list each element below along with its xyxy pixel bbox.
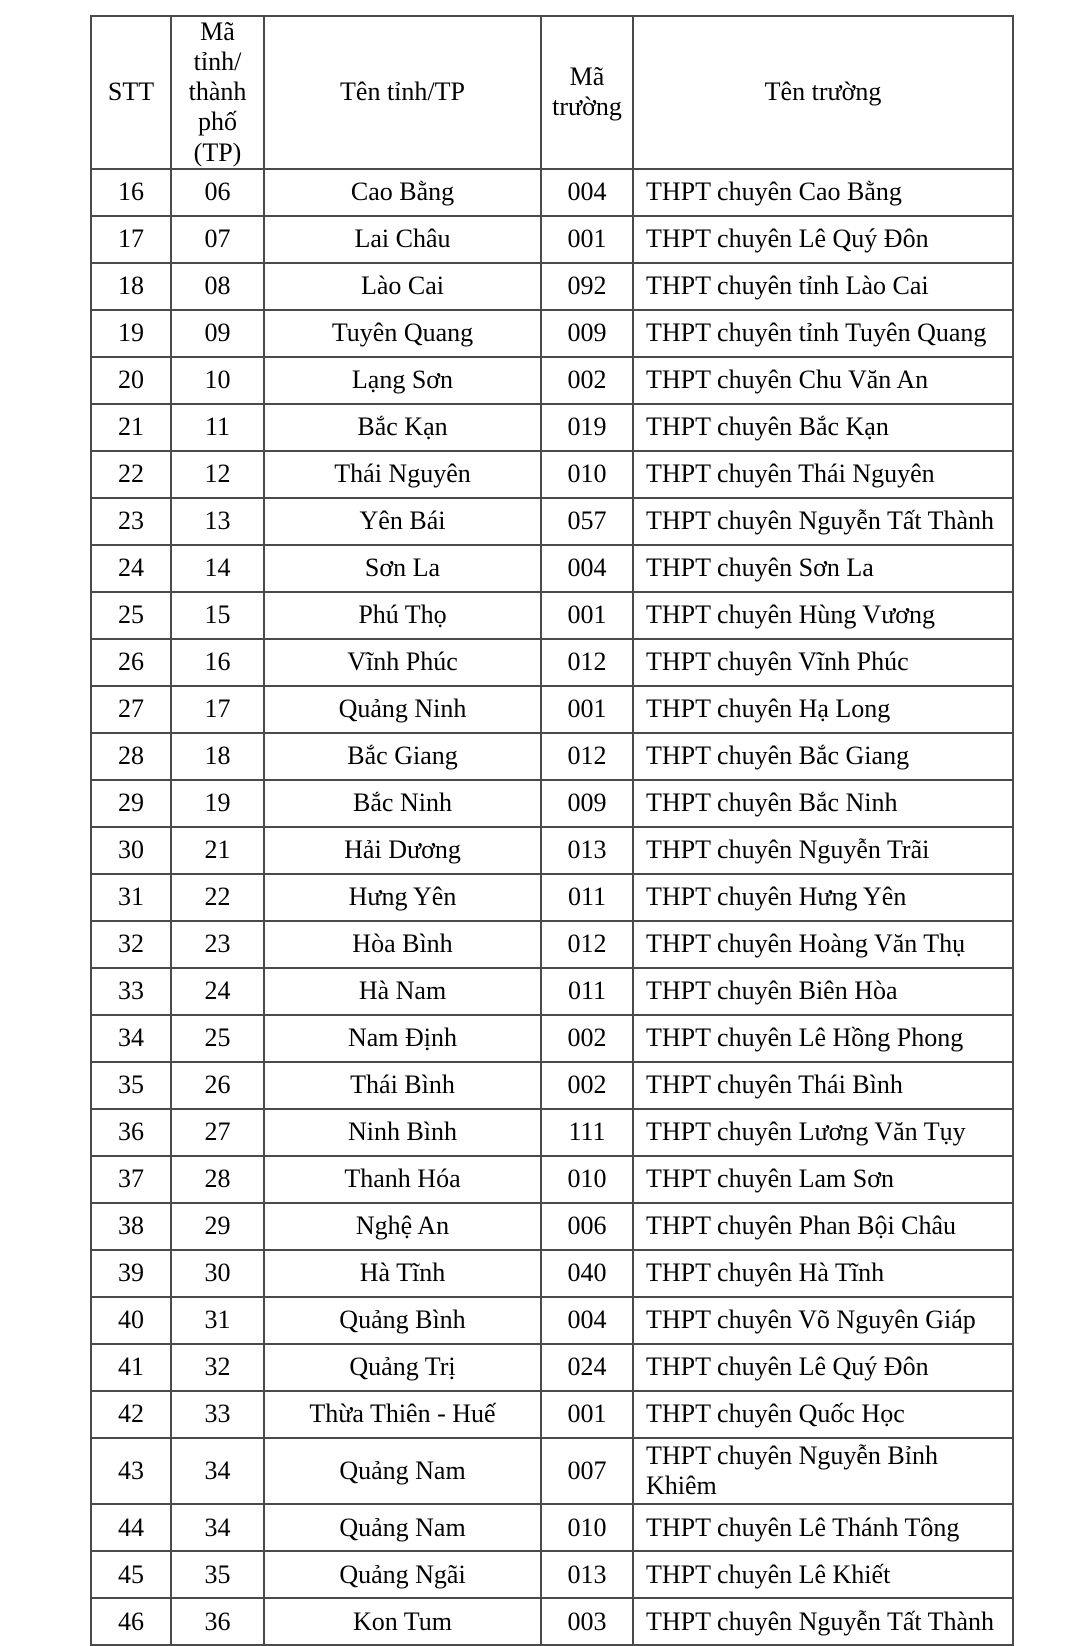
cell-province-name: Tuyên Quang	[264, 310, 541, 357]
cell-province-code: 12	[171, 451, 264, 498]
cell-school-name: THPT chuyên Quốc Học	[633, 1391, 1013, 1438]
cell-school-code: 002	[541, 1015, 633, 1062]
cell-stt: 46	[91, 1598, 171, 1645]
cell-province-code: 30	[171, 1250, 264, 1297]
table-row	[91, 1203, 1013, 1250]
cell-province-name: Sơn La	[264, 545, 541, 592]
cell-province-name: Hòa Bình	[264, 921, 541, 968]
table-row	[91, 827, 1013, 874]
table-row	[91, 1598, 1013, 1645]
cell-stt: 21	[91, 404, 171, 451]
cell-school-code: 012	[541, 733, 633, 780]
table-row	[91, 592, 1013, 639]
cell-school-code: 010	[541, 1504, 633, 1551]
table-row	[91, 169, 1013, 216]
cell-province-code: 09	[171, 310, 264, 357]
table-row	[91, 1551, 1013, 1598]
cell-province-code: 18	[171, 733, 264, 780]
table-row	[91, 1015, 1013, 1062]
cell-school-name: THPT chuyên Nguyễn Tất Thành	[633, 498, 1013, 545]
cell-province-code: 26	[171, 1062, 264, 1109]
cell-province-name: Hà Nam	[264, 968, 541, 1015]
cell-province-name: Thừa Thiên - Huế	[264, 1391, 541, 1438]
table-row	[91, 451, 1013, 498]
cell-school-code: 092	[541, 263, 633, 310]
cell-province-code: 31	[171, 1297, 264, 1344]
cell-stt: 28	[91, 733, 171, 780]
table-row	[91, 263, 1013, 310]
cell-school-name: THPT chuyên Lam Sơn	[633, 1156, 1013, 1203]
cell-province-code: 25	[171, 1015, 264, 1062]
table-row	[91, 357, 1013, 404]
cell-province-name: Nam Định	[264, 1015, 541, 1062]
cell-school-name: THPT chuyên Thái Nguyên	[633, 451, 1013, 498]
cell-school-code: 004	[541, 169, 633, 216]
cell-school-name: THPT chuyên Nguyễn Trãi	[633, 827, 1013, 874]
cell-province-code: 22	[171, 874, 264, 921]
cell-school-name: THPT chuyên Chu Văn An	[633, 357, 1013, 404]
cell-province-code: 28	[171, 1156, 264, 1203]
cell-stt: 40	[91, 1297, 171, 1344]
cell-province-name: Hà Tĩnh	[264, 1250, 541, 1297]
cell-province-code: 27	[171, 1109, 264, 1156]
cell-province-name: Hưng Yên	[264, 874, 541, 921]
cell-stt: 31	[91, 874, 171, 921]
cell-school-code: 011	[541, 968, 633, 1015]
cell-school-code: 012	[541, 921, 633, 968]
cell-stt: 29	[91, 780, 171, 827]
table-row	[91, 1438, 1013, 1504]
cell-school-name: THPT chuyên Bắc Ninh	[633, 780, 1013, 827]
cell-school-name: THPT chuyên tỉnh Lào Cai	[633, 263, 1013, 310]
cell-stt: 18	[91, 263, 171, 310]
cell-school-name: THPT chuyên Lương Văn Tụy	[633, 1109, 1013, 1156]
cell-province-code: 29	[171, 1203, 264, 1250]
cell-province-name: Yên Bái	[264, 498, 541, 545]
cell-province-code: 21	[171, 827, 264, 874]
header-province-code: Mã tỉnh/ thành phố (TP)	[171, 16, 264, 169]
header-school-code: Mã trường	[541, 16, 633, 169]
cell-province-name: Lạng Sơn	[264, 357, 541, 404]
table-row	[91, 1250, 1013, 1297]
cell-province-code: 10	[171, 357, 264, 404]
cell-school-code: 007	[541, 1438, 633, 1504]
cell-school-code: 010	[541, 451, 633, 498]
cell-school-code: 009	[541, 310, 633, 357]
table-row	[91, 1504, 1013, 1551]
table-row	[91, 874, 1013, 921]
cell-province-name: Vĩnh Phúc	[264, 639, 541, 686]
cell-province-name: Kon Tum	[264, 1598, 541, 1645]
cell-school-name: THPT chuyên Võ Nguyên Giáp	[633, 1297, 1013, 1344]
cell-school-code: 019	[541, 404, 633, 451]
cell-school-name: THPT chuyên Nguyễn Bỉnh Khiêm	[633, 1438, 1013, 1504]
table-row	[91, 545, 1013, 592]
cell-school-code: 040	[541, 1250, 633, 1297]
table-row	[91, 1156, 1013, 1203]
table-row	[91, 639, 1013, 686]
cell-stt: 36	[91, 1109, 171, 1156]
table-row	[91, 921, 1013, 968]
cell-school-name: THPT chuyên tỉnh Tuyên Quang	[633, 310, 1013, 357]
cell-school-code: 013	[541, 1551, 633, 1598]
cell-province-name: Lào Cai	[264, 263, 541, 310]
cell-school-code: 001	[541, 592, 633, 639]
cell-school-code: 002	[541, 357, 633, 404]
table-row	[91, 733, 1013, 780]
cell-province-name: Thanh Hóa	[264, 1156, 541, 1203]
table-row	[91, 1344, 1013, 1391]
cell-province-name: Lai Châu	[264, 216, 541, 263]
cell-school-code: 004	[541, 1297, 633, 1344]
cell-school-name: THPT chuyên Vĩnh Phúc	[633, 639, 1013, 686]
cell-school-code: 012	[541, 639, 633, 686]
cell-stt: 23	[91, 498, 171, 545]
cell-province-code: 32	[171, 1344, 264, 1391]
cell-stt: 26	[91, 639, 171, 686]
cell-school-code: 057	[541, 498, 633, 545]
cell-province-code: 06	[171, 169, 264, 216]
cell-province-name: Quảng Ninh	[264, 686, 541, 733]
cell-province-code: 33	[171, 1391, 264, 1438]
cell-school-name: THPT chuyên Hoàng Văn Thụ	[633, 921, 1013, 968]
cell-school-name: THPT chuyên Lê Khiết	[633, 1551, 1013, 1598]
cell-province-code: 34	[171, 1438, 264, 1504]
table-row	[91, 216, 1013, 263]
cell-school-name: THPT chuyên Hà Tĩnh	[633, 1250, 1013, 1297]
cell-school-code: 001	[541, 1391, 633, 1438]
cell-school-name: THPT chuyên Hưng Yên	[633, 874, 1013, 921]
cell-province-code: 19	[171, 780, 264, 827]
header-row	[91, 16, 1013, 169]
cell-school-code: 013	[541, 827, 633, 874]
cell-school-name: THPT chuyên Lê Thánh Tông	[633, 1504, 1013, 1551]
cell-school-name: THPT chuyên Hùng Vương	[633, 592, 1013, 639]
cell-stt: 32	[91, 921, 171, 968]
cell-school-code: 002	[541, 1062, 633, 1109]
cell-stt: 38	[91, 1203, 171, 1250]
cell-school-code: 001	[541, 216, 633, 263]
cell-province-code: 08	[171, 263, 264, 310]
cell-school-name: THPT chuyên Nguyễn Tất Thành	[633, 1598, 1013, 1645]
header-school-name: Tên trường	[633, 16, 1013, 169]
header-stt: STT	[91, 16, 171, 169]
cell-school-code: 001	[541, 686, 633, 733]
cell-school-name: THPT chuyên Phan Bội Châu	[633, 1203, 1013, 1250]
cell-province-name: Quảng Nam	[264, 1438, 541, 1504]
cell-province-code: 07	[171, 216, 264, 263]
cell-stt: 30	[91, 827, 171, 874]
cell-province-code: 23	[171, 921, 264, 968]
cell-province-name: Bắc Ninh	[264, 780, 541, 827]
cell-stt: 42	[91, 1391, 171, 1438]
table-row	[91, 686, 1013, 733]
cell-province-name: Hải Dương	[264, 827, 541, 874]
table-body	[91, 169, 1013, 1645]
cell-province-name: Quảng Nam	[264, 1504, 541, 1551]
cell-province-name: Thái Nguyên	[264, 451, 541, 498]
cell-stt: 44	[91, 1504, 171, 1551]
cell-stt: 22	[91, 451, 171, 498]
cell-province-name: Bắc Kạn	[264, 404, 541, 451]
cell-school-name: THPT chuyên Hạ Long	[633, 686, 1013, 733]
table-row	[91, 780, 1013, 827]
cell-school-code: 009	[541, 780, 633, 827]
table-row	[91, 968, 1013, 1015]
cell-stt: 37	[91, 1156, 171, 1203]
table-row	[91, 1297, 1013, 1344]
cell-school-code: 006	[541, 1203, 633, 1250]
cell-school-code: 004	[541, 545, 633, 592]
table-row	[91, 404, 1013, 451]
cell-stt: 20	[91, 357, 171, 404]
cell-province-code: 13	[171, 498, 264, 545]
cell-school-name: THPT chuyên Lê Quý Đôn	[633, 1344, 1013, 1391]
cell-province-code: 36	[171, 1598, 264, 1645]
cell-province-code: 15	[171, 592, 264, 639]
cell-stt: 24	[91, 545, 171, 592]
cell-province-name: Nghệ An	[264, 1203, 541, 1250]
cell-school-name: THPT chuyên Bắc Kạn	[633, 404, 1013, 451]
cell-province-name: Phú Thọ	[264, 592, 541, 639]
cell-province-name: Quảng Ngãi	[264, 1551, 541, 1598]
cell-province-code: 34	[171, 1504, 264, 1551]
cell-school-code: 011	[541, 874, 633, 921]
header-province-name: Tên tỉnh/TP	[264, 16, 541, 169]
table-row	[91, 1391, 1013, 1438]
cell-stt: 41	[91, 1344, 171, 1391]
table-row	[91, 1109, 1013, 1156]
cell-stt: 27	[91, 686, 171, 733]
cell-province-code: 11	[171, 404, 264, 451]
cell-stt: 17	[91, 216, 171, 263]
cell-stt: 25	[91, 592, 171, 639]
cell-province-name: Thái Bình	[264, 1062, 541, 1109]
school-codes-table	[90, 15, 1014, 1646]
cell-province-code: 14	[171, 545, 264, 592]
cell-province-code: 16	[171, 639, 264, 686]
cell-province-name: Bắc Giang	[264, 733, 541, 780]
cell-stt: 35	[91, 1062, 171, 1109]
cell-stt: 16	[91, 169, 171, 216]
cell-province-name: Quảng Bình	[264, 1297, 541, 1344]
cell-stt: 43	[91, 1438, 171, 1504]
cell-stt: 34	[91, 1015, 171, 1062]
cell-province-code: 35	[171, 1551, 264, 1598]
cell-province-code: 17	[171, 686, 264, 733]
cell-school-code: 010	[541, 1156, 633, 1203]
cell-stt: 33	[91, 968, 171, 1015]
cell-school-name: THPT chuyên Sơn La	[633, 545, 1013, 592]
cell-school-name: THPT chuyên Thái Bình	[633, 1062, 1013, 1109]
cell-school-name: THPT chuyên Bắc Giang	[633, 733, 1013, 780]
cell-school-code: 111	[541, 1109, 633, 1156]
cell-school-name: THPT chuyên Lê Quý Đôn	[633, 216, 1013, 263]
cell-stt: 19	[91, 310, 171, 357]
cell-school-name: THPT chuyên Biên Hòa	[633, 968, 1013, 1015]
cell-school-name: THPT chuyên Lê Hồng Phong	[633, 1015, 1013, 1062]
cell-province-name: Ninh Bình	[264, 1109, 541, 1156]
cell-province-code: 24	[171, 968, 264, 1015]
cell-stt: 39	[91, 1250, 171, 1297]
cell-school-code: 003	[541, 1598, 633, 1645]
table-row	[91, 1062, 1013, 1109]
cell-school-name: THPT chuyên Cao Bằng	[633, 169, 1013, 216]
cell-province-name: Quảng Trị	[264, 1344, 541, 1391]
cell-province-name: Cao Bằng	[264, 169, 541, 216]
table-row	[91, 310, 1013, 357]
cell-stt: 45	[91, 1551, 171, 1598]
table-row	[91, 498, 1013, 545]
cell-school-code: 024	[541, 1344, 633, 1391]
